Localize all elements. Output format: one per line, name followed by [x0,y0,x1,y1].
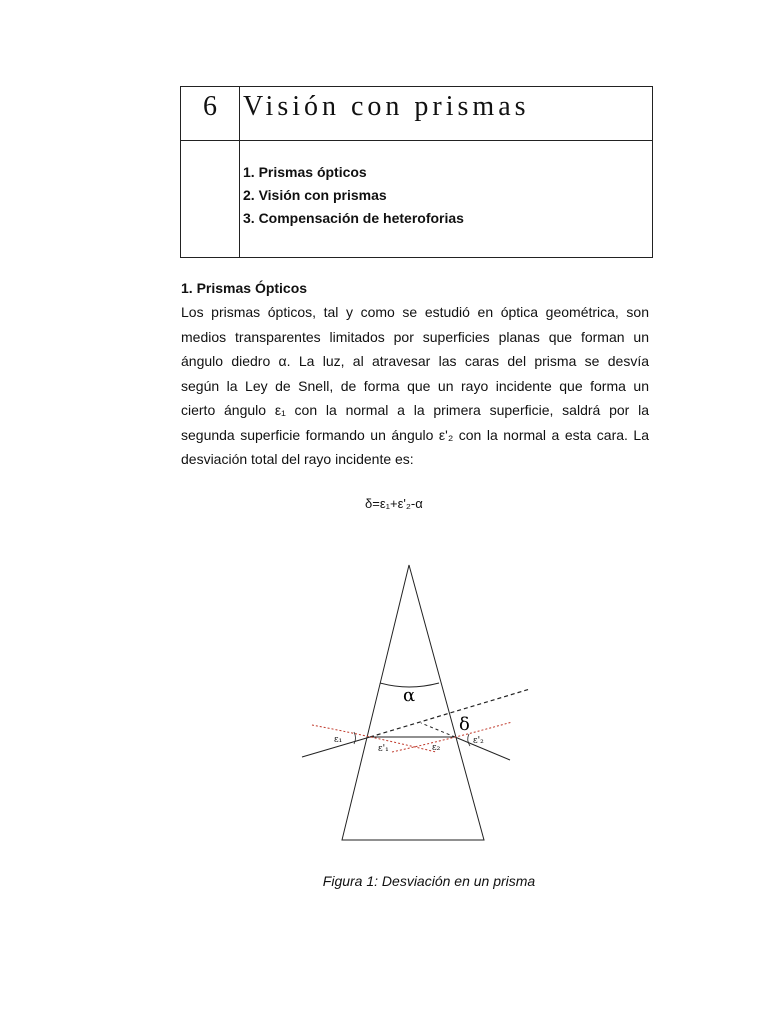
paragraph-line: según la Ley de Snell, de forma que un rayo incidente que forma un [181,377,649,394]
table-of-contents [243,161,464,230]
delta-label: δ [459,714,470,735]
deviation-formula: δ=ε₁+ε'₂-α [365,496,423,511]
paragraph-line: Los prismas ópticos, tal y como se estudió en óptica geométrica, son [181,304,649,320]
table-divider-vertical [239,87,240,257]
e1-prime-label: ε'₁ [378,744,389,754]
paragraph-line: cierto ángulo ε₁ con la normal a la primera superficie, saldrá por la [181,402,649,418]
e1-label: ε₁ [334,735,343,745]
e2-label: ε₂ [432,743,441,753]
paragraph-line: segunda superficie formando un ángulo ε'₂ con la normal a esta cara. La [181,426,649,443]
chapter-title: Visión con prismas [243,91,530,122]
chapter-number: 6 [203,91,217,122]
toc-item: 1. Prismas ópticos [243,164,367,180]
e2p-arc [468,734,470,746]
section-title: 1. Prismas Ópticos [181,280,308,296]
paragraph-line: ángulo diedro α. La luz, al atravesar las caras del prisma se desvía [181,353,649,369]
paragraph-line: desviación total del rayo incidente es: [181,451,414,467]
emergent-extension [421,723,455,737]
chapter-header-table [180,86,653,258]
paragraph-line: medios transparentes limitados por superficies planas que forman un [181,328,649,345]
table-divider-horizontal [181,140,652,141]
e2-prime-label: ε'₂ [473,736,484,746]
normal-first-face [312,725,436,752]
toc-item: 3. Compensación de heteroforias [243,210,464,226]
body-paragraph [181,300,649,472]
figure-caption: Figura 1: Desviación en un prisma [322,873,536,889]
prism-diagram [296,560,536,850]
alpha-label: α [403,685,416,706]
incident-extension [370,689,530,737]
toc-item: 2. Visión con prismas [243,187,387,203]
